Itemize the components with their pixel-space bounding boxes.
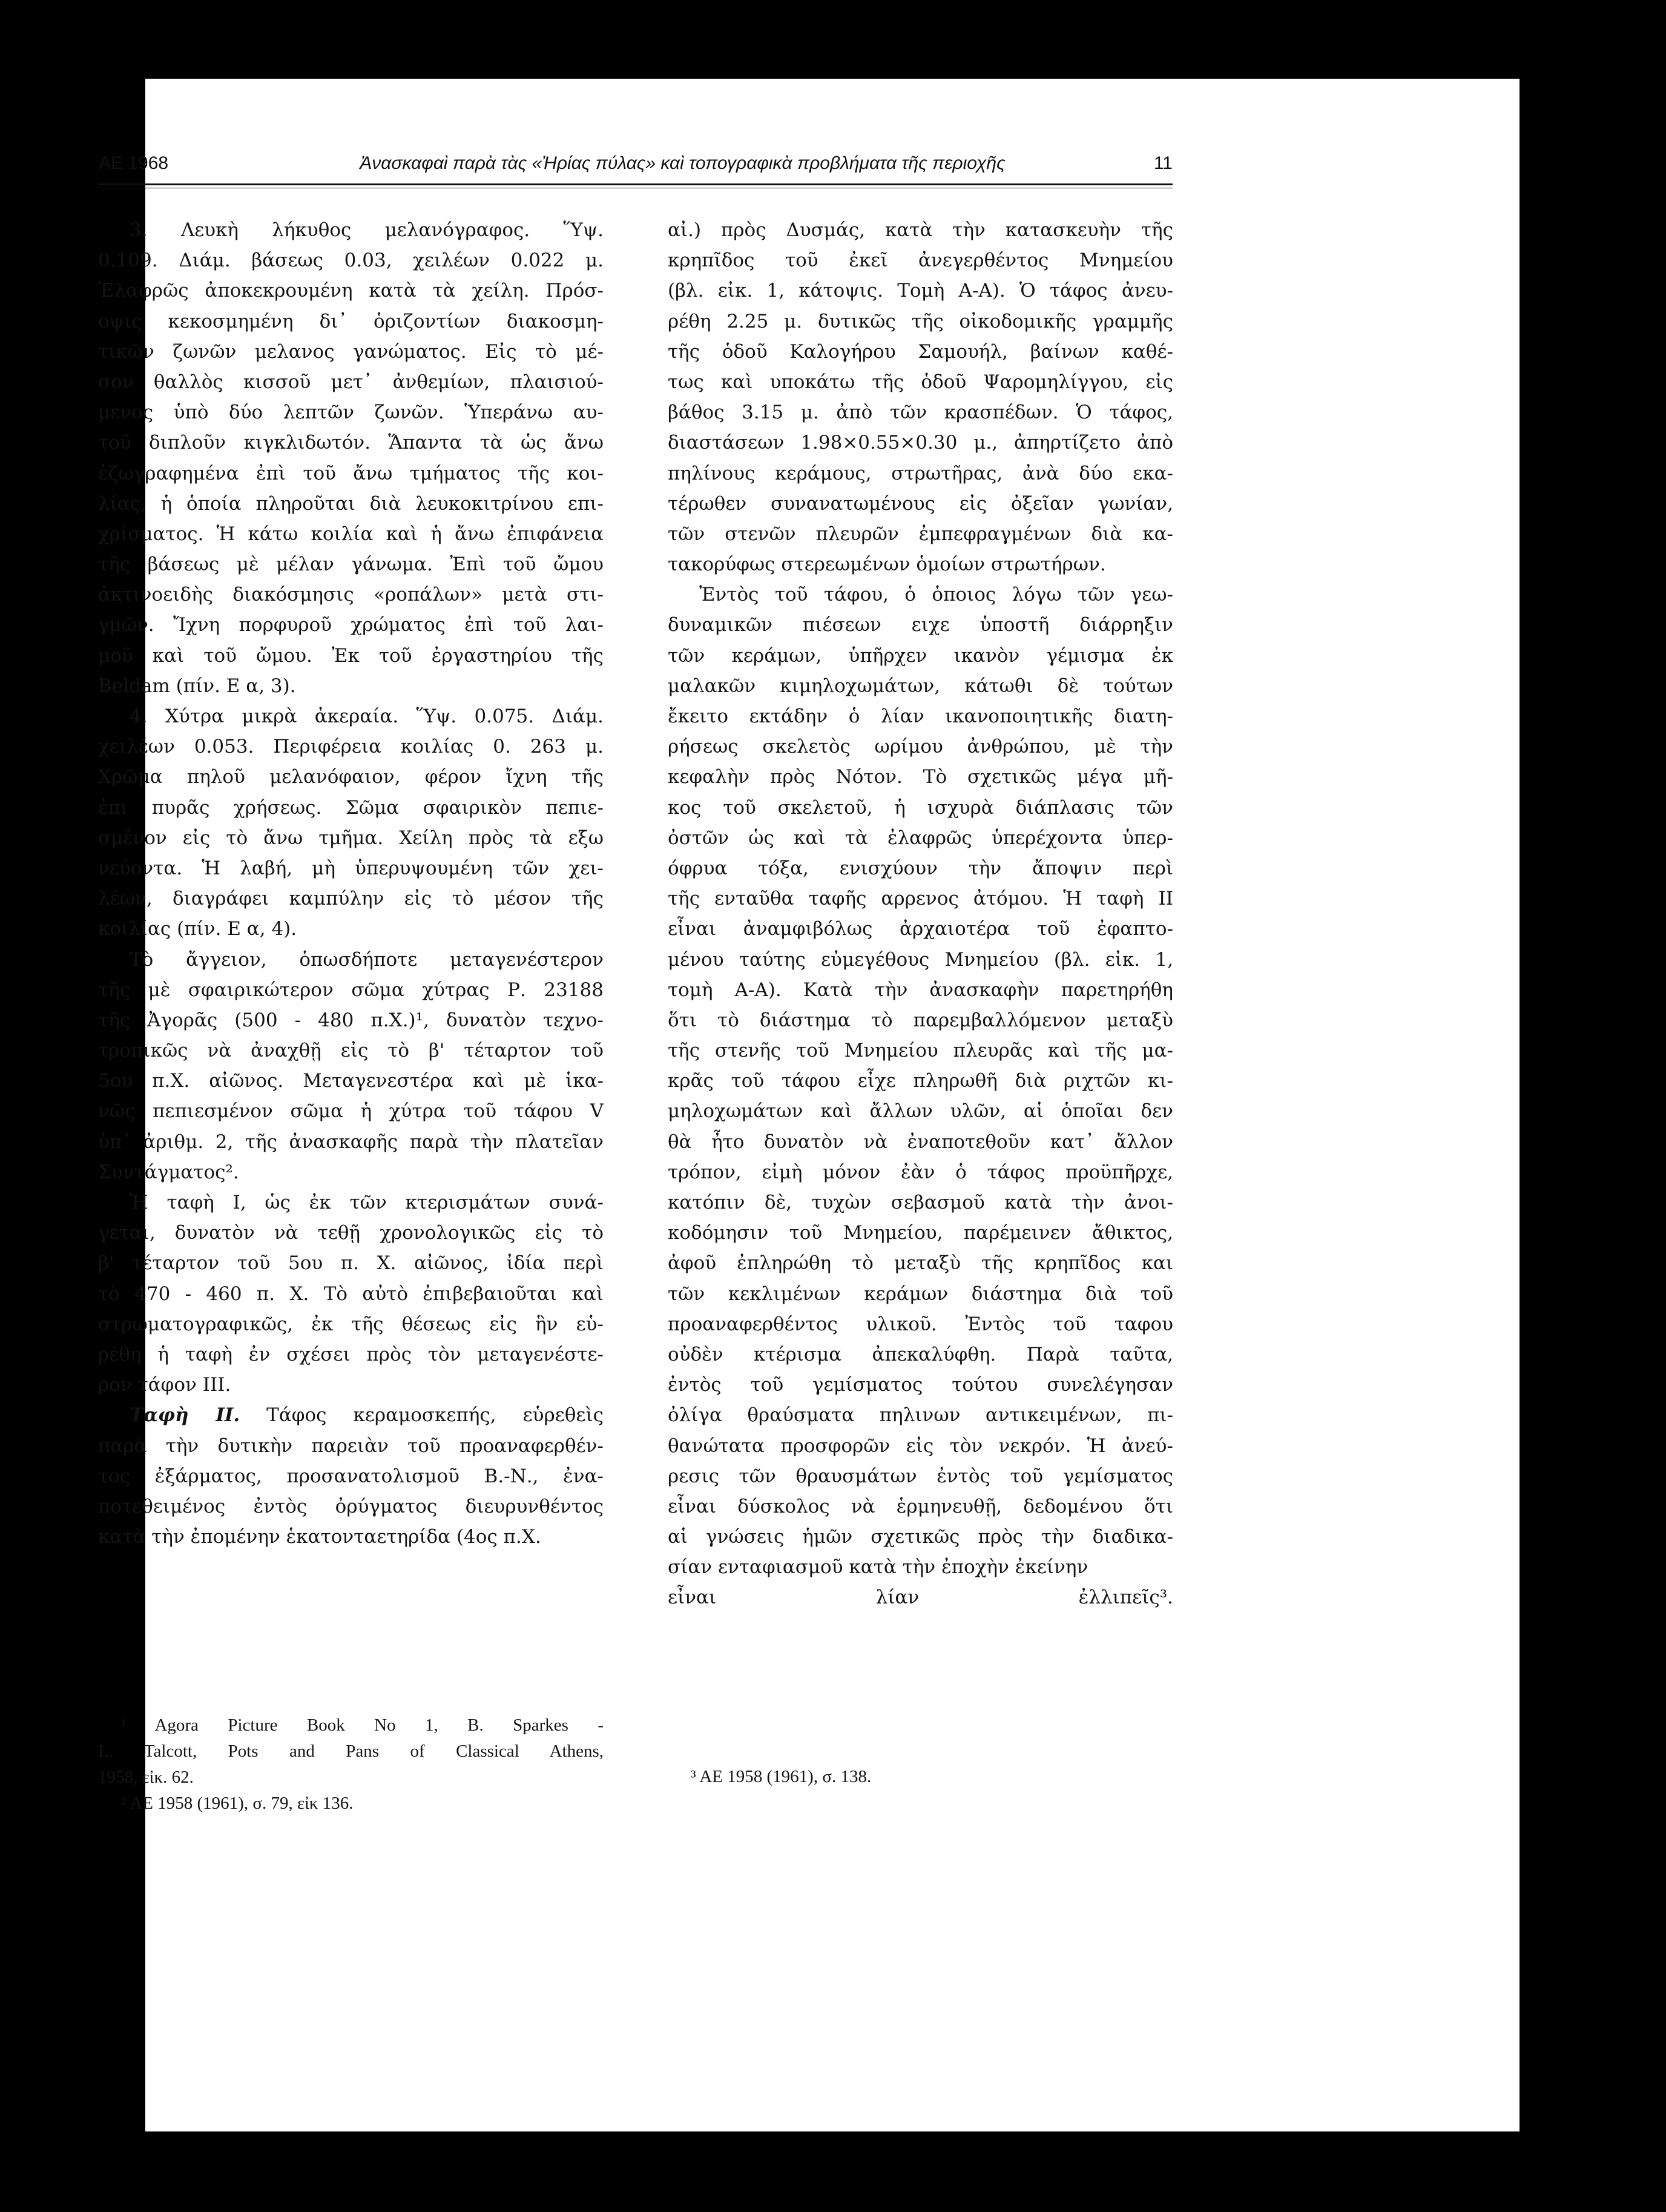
text-line: τῆς ενταῦθα ταφῆς αρρενος ἀτόμου. Ἡ ταφὴ ΙΙ (668, 888, 1173, 910)
text-fragment: Τάφος κεραμοσκεπής, εὑρεθεὶς (240, 1404, 604, 1427)
text-line: Ἐλαφρῶς ἀποκεκρουμένη κατὰ τὰ χείλη. Πρόσ- (98, 280, 604, 302)
text-line: τρόπον, εἰμὴ μόνον ἐὰν ὁ τάφος προϋπῆρχε, (668, 1161, 1173, 1183)
text-line: τως καὶ υποκάτω τῆς ὁδοῦ Ψαρομηλίγγου, εἰς (668, 371, 1173, 393)
text-line: κρᾶς τοῦ τάφου εἶχε πληρωθῆ διὰ ριχτῶν κι- (668, 1070, 1173, 1092)
text-line: γεται, δυνατὸν νὰ τεθῇ χρονολογικῶς εἰς τὸ (98, 1222, 604, 1244)
text-line: 1958, εἰκ. 62. (98, 1768, 194, 1787)
running-title: Ἀνασκαφαὶ παρὰ τὰς «Ἠρίας πύλας» καὶ τοπογραφικὰ προβλήματα τῆς περιοχῆς (360, 153, 1006, 173)
text-line: κρηπῖδος τοῦ ἐκεῖ ἀνεγερθέντος Μνημείου (668, 249, 1173, 272)
right-column (668, 215, 1173, 1613)
text-line: θανώτατα προσφορῶν εἰς τὸν νεκρόν. Ἡ ἀνεύ- (668, 1434, 1173, 1457)
running-header (99, 153, 1173, 181)
text-line: τοῦ διπλοῦν κιγκλιδωτόν. Ἅπαντα τὰ ὡς ἄνω (98, 432, 604, 454)
journal-number: ΑΕ 1968 (99, 153, 169, 173)
text-line: β' τέταρτον τοῦ 5ου π. Χ. αἰῶνος, ἰδία περὶ (98, 1252, 604, 1275)
text-line: τῶν κεράμων, ὑπῆρχεν ικανὸν γέμισμα ἐκ (668, 644, 1173, 667)
text-line: τικῶν ζωνῶν μελανος γανώματος. Εἰς τὸ μέ- (98, 340, 604, 363)
text-line: ¹ Agora Picture Book No 1, B. Sparkes - (121, 1715, 604, 1735)
text-line: μοῦ καὶ τοῦ ὤμου. Ἐκ τοῦ ἐργαστηρίου τῆς (98, 644, 604, 667)
header-rule-top (99, 183, 1173, 185)
text-line: σον θαλλὸς κισσοῦ μετ᾿ ἀνθεμίων, πλαισιού- (98, 371, 604, 393)
left-column (98, 215, 604, 1552)
text-line: οὐδὲν κτέρισμα ἀπεκαλύφθη. Παρὰ ταῦτα, (668, 1343, 1173, 1365)
text-line: κοδόμησιν τοῦ Μνημείου, παρέμεινεν ἄθικτος, (668, 1222, 1173, 1244)
text-line: τακορύφως στερεωμένων ὁμοίων στρωτήρων. (668, 553, 1106, 576)
footnotes-right (668, 1764, 1173, 1790)
text-line: διαστάσεων 1.98×0.55×0.30 μ., ἀπηρτίζετο ἀπὸ (668, 432, 1173, 454)
text-line: τῆς Ἀγορᾶς (500 - 480 π.Χ.)¹, δυνατὸν τεχνο- (98, 1009, 604, 1031)
text-line: προαναφερθέντος υλικοῦ. Ἐντὸς τοῦ ταφου (668, 1313, 1173, 1335)
text-line: 4. Χύτρα μικρὰ ἀκεραία. Ὕψ. 0.075. Διάμ. (130, 705, 604, 727)
text-line: μαλακῶν κιμηλοχωμάτων, κάτωθι δὲ τούτων (668, 675, 1173, 697)
footnotes-left (98, 1712, 604, 1817)
text-line: λίας, ἡ ὁποία πληροῦται διὰ λευκοκιτρίνου επι- (98, 492, 604, 515)
text-line: σίαν ενταφιασμοῦ κατὰ τὴν ἐποχὴν ἐκείνην (668, 1556, 1088, 1579)
text-line: νῶς πεπιεσμένον σῶμα ἡ χύτρα τοῦ τάφου V (98, 1100, 604, 1123)
section-heading-line (98, 1400, 604, 1430)
text-line: ρήσεως σκελετὸς ωρίμου ἀνθρώπου, μὲ τὴν (668, 736, 1173, 758)
text-line: ² AE 1958 (1961), σ. 79, εἰκ 136. (121, 1794, 354, 1813)
text-line: ρεσις τῶν θραυσμάτων ἐντὸς τοῦ γεμίσματος (668, 1465, 1173, 1487)
text-line: τέρωθεν συνανατωμένους εἰς ὀξεῖαν γωνίαν, (668, 492, 1173, 515)
text-line: βάθος 3.15 μ. ἀπὸ τῶν κρασπέδων. Ὁ τάφος, (668, 401, 1173, 424)
text-line: σμένον εἰς τὸ ἄνω τμῆμα. Χείλη πρὸς τὰ εξω (98, 827, 604, 849)
page-number: 11 (1153, 153, 1173, 173)
text-line: ἐπι πυρᾶς χρήσεως. Σῶμα σφαιρικὸν πεπιε- (98, 796, 604, 819)
text-line: ὅτι τὸ διάστημα τὸ παρεμβαλλόμενον μεταξὺ (668, 1009, 1173, 1031)
text-line: L. Talcott, Pots and Pans of Classical Athens, (98, 1742, 604, 1761)
text-line: τῆς μὲ σφαιρικώτερον σῶμα χύτρας Ρ. 23188 (98, 979, 604, 1001)
text-line: τροπικῶς νὰ ἀναχθῇ εἰς τὸ β' τέταρτον τοῦ (98, 1040, 604, 1062)
text-line: τῆς ὁδοῦ Καλογήρου Σαμουήλ, βαίνων καθέ- (668, 340, 1173, 363)
text-line: αἰ.) πρὸς Δυσμάς, κατὰ τὴν κατασκευὴν τῆς (668, 219, 1173, 241)
text-line: τῆς στενῆς τοῦ Μνημείου πλευρᾶς καὶ τῆς μα- (668, 1040, 1173, 1062)
text-line: ρέθη 2.25 μ. δυτικῶς τῆς οἰκοδομικῆς γραμμῆς (668, 310, 1173, 332)
text-line: ἀκτινοειδὴς διακόσμησις «ροπάλων» μετὰ στι- (98, 584, 604, 606)
text-line: κοιλίας (πίν. Ε α, 4). (98, 918, 297, 940)
text-line: ὀστῶν ὡς καὶ τὰ ἐλαφρῶς ὑπερέχοντα ὑπερ- (668, 827, 1173, 849)
text-line: χειλέων 0.053. Περιφέρεια κοιλίας 0. 263 μ. (98, 736, 604, 758)
text-line: χρίσματος. Ἡ κάτω κοιλία καὶ ἡ ἄνω ἐπιφάνεια (98, 523, 604, 545)
text-line: ποτεθειμένος ἐντὸς ὀρύγματος διευρυνθέντος (98, 1495, 604, 1517)
text-line: Ἡ ταφὴ Ι, ὡς ἐκ τῶν κτερισμάτων συνά- (130, 1192, 604, 1213)
text-line: ρέθη ἡ ταφὴ ἐν σχέσει πρὸς τὸν μεταγενέστε- (98, 1343, 604, 1365)
text-line: 0.109. Διάμ. βάσεως 0.03, χειλέων 0.022 μ. (98, 249, 604, 272)
text-line: 5ου π.Χ. αἰῶνος. Μεταγενεστέρα καὶ μὲ ἱκα- (98, 1070, 604, 1092)
text-line: πηλίνους κεράμους, στρωτῆρας, ἀνὰ δύο εκα- (668, 462, 1173, 484)
text-line: ἐζωγραφημένα ἐπὶ τοῦ ἄνω τμήματος τῆς κοι- (98, 462, 604, 484)
section-heading: Ταφὴ ΙΙ. (130, 1404, 240, 1427)
text-line: ³ AE 1958 (1961), σ. 138. (691, 1767, 872, 1786)
text-line: παρὰ τὴν δυτικὴν παρειὰν τοῦ προαναφερθέν- (98, 1434, 604, 1457)
text-line: ρον τάφον ΙΙΙ. (98, 1374, 231, 1396)
text-line: τομὴ Α-Α). Κατὰ τὴν ἀνασκαφὴν παρετηρήθη (668, 979, 1173, 1001)
text-line: κος τοῦ σκελετοῦ, ἡ ισχυρὰ διάπλασις τῶν (668, 796, 1173, 819)
text-line: γμῶν. Ἴχνη πορφυροῦ χρώματος ἐπὶ τοῦ λαι- (98, 614, 604, 636)
text-line: εἶναι δύσκολος νὰ ἑρμηνευθῇ, δεδομένου ὅτι (668, 1495, 1173, 1517)
text-line: τῶν στενῶν πλευρῶν ἐμπεφραγμένων διὰ κα- (668, 523, 1173, 545)
text-line: εἶναι ἀναμφιβόλως ἀρχαιοτέρα τοῦ ἐφαπτο- (668, 918, 1173, 940)
text-line: κατὰ τὴν ἐπομένην ἑκατονταετηρίδα (4ος π.Χ. (98, 1526, 541, 1548)
text-line: τῆς βάσεως μὲ μέλαν γάνωμα. Ἐπὶ τοῦ ὤμου (98, 553, 604, 576)
text-line: αἱ γνώσεις ἡμῶν σχετικῶς πρὸς τὴν διαδικα- (668, 1526, 1173, 1548)
text-line: οψις κεκοσμημένη δι᾿ ὁριζοντίων διακοσμη- (98, 310, 604, 332)
text-line: στρωματογραφικῶς, ἐκ τῆς θέσεως εἰς ἣν εὑ- (98, 1313, 604, 1335)
text-line: ἔκειτο εκτάδην ὁ λίαν ικανοποιητικῆς διατη- (668, 705, 1173, 727)
text-line: ἀφοῦ ἐπληρώθη τὸ μεταξὺ τῆς κρηπῖδος και (668, 1252, 1173, 1275)
text-line: ὀλίγα θραύσματα πηλινων αντικειμένων, πι- (668, 1404, 1173, 1427)
text-line: μενος ὑπὸ δύο λεπτῶν ζωνῶν. Ὑπεράνω αυ- (98, 401, 604, 424)
text-line: Beldam (πίν. Ε α, 3). (98, 675, 296, 697)
text-line: τῶν κεκλιμένων κεράμων διάστημα διὰ τοῦ (668, 1283, 1173, 1305)
text-line: όφρυα τόξα, ενισχύουν τὴν ἄποψιν περὶ (668, 857, 1173, 879)
text-line: τος ἐξάρματος, προσανατολισμοῦ Β.-Ν., ἐνα- (98, 1465, 604, 1487)
text-line: θὰ ἦτο δυνατὸν νὰ ἐναποτεθοῦν κατ᾿ ἄλλον (668, 1131, 1173, 1153)
text-line: δυναμικῶν πιέσεων ειχε ὑποστῆ διάρρηξιν (668, 614, 1173, 636)
text-line: Τὸ ἄγγειον, ὁπωσδήποτε μεταγενέστερον (130, 948, 604, 971)
text-line: 3. Λευκὴ λήκυθος μελανόγραφος. Ὕψ. (130, 219, 604, 241)
text-line: εἶναι λίαν ἐλλιπεῖς³. (668, 1586, 1173, 1609)
text-line: Ἐντὸς τοῦ τάφου, ὁ ὁποιος λόγω τῶν γεω- (699, 584, 1173, 606)
text-line: ὑπ᾿ ἀριθμ. 2, τῆς ἀνασκαφῆς παρὰ τὴν πλατεῖαν (98, 1131, 604, 1153)
text-line: κατόπιν δὲ, τυχὼν σεβασμοῦ κατὰ τὴν ἀνοι- (668, 1192, 1173, 1213)
text-line: νεύοντα. Ἡ λαβή, μὴ ὑπερυψουμένη τῶν χει- (98, 857, 604, 879)
text-line: ἐντὸς τοῦ γεμίσματος τούτου συνελέγησαν (668, 1374, 1173, 1396)
text-line: (βλ. εἰκ. 1, κάτοψις. Τομὴ Α-Α). Ὁ τάφος ἀνευ- (668, 280, 1173, 302)
text-line: Χρῶμα πηλοῦ μελανόφαιον, φέρον ἴχνη τῆς (98, 766, 604, 788)
text-line: λέων, διαγράφει καμπύλην εἰς τὸ μέσον τῆς (98, 888, 604, 910)
text-line: κεφαλὴν πρὸς Νότον. Τὸ σχετικῶς μέγα μῆ- (668, 766, 1173, 788)
text-line: μένου ταύτης εὐμεγέθους Μνημείου (βλ. εἰκ. 1, (668, 948, 1173, 971)
text-line: μηλοχωμάτων καὶ ἄλλων υλῶν, αἱ ὁποῖαι δεν (668, 1100, 1173, 1123)
text-line: τὸ 470 - 460 π. Χ. Τὸ αὐτὸ ἐπιβεβαιοῦται καὶ (98, 1283, 604, 1305)
text-line: Συντάγματος². (98, 1161, 239, 1183)
